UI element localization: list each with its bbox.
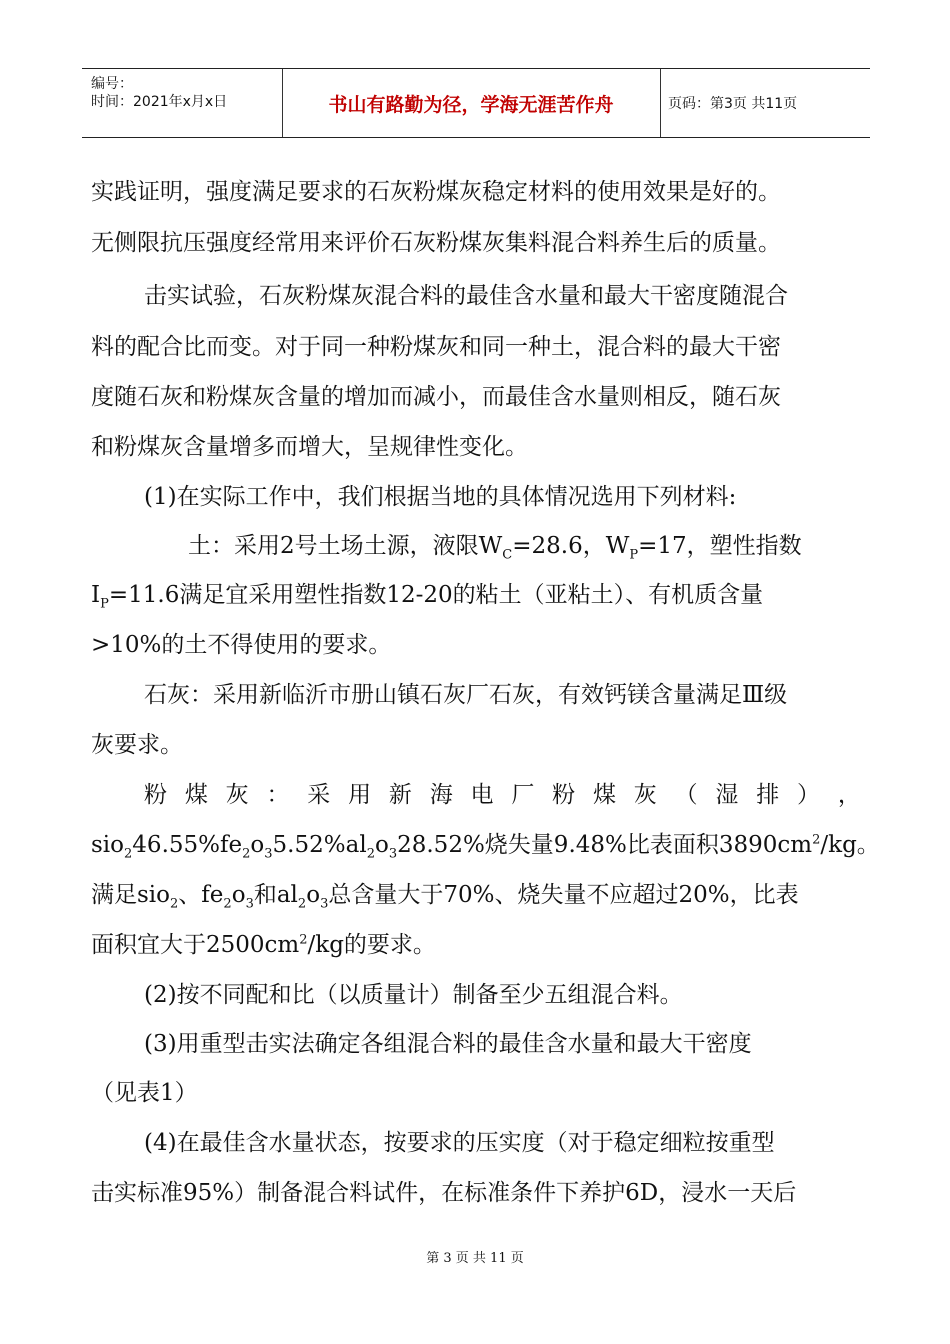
subscript: 2 bbox=[223, 896, 232, 912]
justified-char: ） bbox=[797, 782, 820, 808]
subscript: C bbox=[502, 547, 513, 563]
fly-ash-heading-line bbox=[144, 780, 861, 810]
subscript: 2 bbox=[366, 846, 375, 862]
text-run: /kg的要求。 bbox=[307, 932, 436, 958]
text-run: =17，塑性指数 bbox=[638, 533, 802, 559]
text-run: 28.52%烧失量9.48%比表面积3890cm bbox=[397, 832, 813, 858]
soil-line bbox=[188, 531, 861, 561]
text-run: o bbox=[250, 832, 265, 858]
page-footer: 第 3 页 共 11 页 bbox=[426, 1251, 524, 1266]
subscript: 2 bbox=[170, 896, 179, 912]
text-run: sio bbox=[91, 832, 125, 858]
justified-char: 粉 bbox=[552, 782, 576, 808]
paragraph-line: (1)在实际工作中，我们根据当地的具体情况选用下列材料: bbox=[144, 484, 737, 510]
justified-char: 电 bbox=[470, 782, 494, 808]
superscript: 2 bbox=[812, 832, 821, 848]
paragraph-line: (4)在最佳含水量状态，按要求的压实度（对于稳定细粒按重型 bbox=[144, 1130, 775, 1156]
text-run: 和al bbox=[253, 882, 298, 908]
text-run: 面积宜大于2500cm bbox=[91, 932, 300, 958]
paragraph-line: >10%的土不得使用的要求。 bbox=[91, 632, 392, 658]
paragraph-line: 料的配合比而变。对于同一种粉煤灰和同一种土，混合料的最大干密 bbox=[91, 334, 781, 360]
subscript: 3 bbox=[264, 846, 273, 862]
paragraph-line: 石灰：采用新临沂市册山镇石灰厂石灰，有效钙镁含量满足Ⅲ级 bbox=[144, 682, 788, 708]
document-header bbox=[82, 68, 870, 138]
justified-char: 湿 bbox=[715, 782, 739, 808]
justified-char: 新 bbox=[388, 782, 412, 808]
justified-char: 粉 bbox=[144, 782, 167, 808]
justified-char: ， bbox=[837, 782, 861, 808]
text-run: =11.6满足宜采用塑性指数12-20的粘土（亚粘土）、有机质含量 bbox=[108, 582, 764, 608]
text-run: I bbox=[91, 582, 101, 608]
fly-ash-composition-line bbox=[91, 830, 880, 862]
justified-char: 排 bbox=[756, 782, 780, 808]
text-run: /kg。 bbox=[820, 832, 880, 858]
doc-number-label: 编号： bbox=[91, 76, 133, 92]
justified-char: 采 bbox=[307, 782, 331, 808]
text-run: 5.52%al bbox=[272, 832, 367, 858]
paragraph-line: 灰要求。 bbox=[91, 732, 183, 758]
paragraph-line: 击实试验，石灰粉煤灰混合料的最佳含水量和最大干密度随混合 bbox=[144, 283, 788, 309]
paragraph-line: （见表1） bbox=[91, 1080, 198, 1106]
justified-char: 煤 bbox=[592, 782, 616, 808]
doc-time-label: 时间：2021年x月x日 bbox=[91, 94, 228, 110]
paragraph-line: 度随石灰和粉煤灰含量的增加而减小，而最佳含水量则相反，随石灰 bbox=[91, 384, 781, 410]
subscript: P bbox=[100, 596, 109, 612]
header-page-label: 页码：第3页 共11页 bbox=[668, 96, 798, 112]
text-run: =28.6，W bbox=[512, 533, 630, 559]
subscript: 3 bbox=[245, 896, 254, 912]
paragraph-line: 实践证明，强度满足要求的石灰粉煤灰稳定材料的使用效果是好的。 bbox=[91, 179, 781, 205]
text-run: 、fe bbox=[178, 882, 224, 908]
paragraph-line: 无侧限抗压强度经常用来评价石灰粉煤灰集料混合料养生后的质量。 bbox=[91, 230, 781, 256]
paragraph-line: 击实标准95%）制备混合料试件，在标准条件下养护6D，浸水一天后 bbox=[91, 1180, 797, 1206]
fly-ash-requirement-line bbox=[91, 880, 861, 910]
justified-char: 海 bbox=[429, 782, 453, 808]
subscript: 2 bbox=[297, 896, 307, 912]
subscript: 2 bbox=[124, 846, 133, 862]
subscript: 2 bbox=[242, 846, 251, 862]
subscript: P bbox=[629, 547, 639, 563]
justified-char: 用 bbox=[348, 782, 372, 808]
subscript: 3 bbox=[320, 896, 329, 912]
justified-char: （ bbox=[674, 782, 698, 808]
text-run: 46.55%fe bbox=[132, 832, 243, 858]
justified-char: 灰 bbox=[225, 782, 249, 808]
fly-ash-requirement-line bbox=[91, 930, 861, 960]
text-run: o bbox=[231, 882, 246, 908]
soil-line bbox=[91, 580, 861, 610]
header-motto: 书山有路勤为径，学海无涯苦作舟 bbox=[282, 69, 661, 137]
justified-char: 煤 bbox=[184, 782, 208, 808]
justified-char: 灰 bbox=[633, 782, 657, 808]
justified-char: 厂 bbox=[511, 782, 535, 808]
text-run: 土：采用2号土场土源，液限W bbox=[188, 533, 503, 559]
paragraph-line: 和粉煤灰含量增多而增大，呈规律性变化。 bbox=[91, 434, 528, 460]
subscript: 3 bbox=[388, 846, 398, 862]
paragraph-line: (3)用重型击实法确定各组混合料的最佳含水量和最大干密度 bbox=[144, 1031, 752, 1057]
text-run: 总含量大于70%、烧失量不应超过20%，比表 bbox=[328, 882, 799, 908]
text-run: o bbox=[306, 882, 321, 908]
text-run: o bbox=[374, 832, 389, 858]
justified-char: ： bbox=[266, 782, 290, 808]
text-run: 满足sio bbox=[91, 882, 171, 908]
superscript: 2 bbox=[299, 932, 308, 948]
header-info-cell bbox=[82, 69, 283, 137]
paragraph-line: (2)按不同配和比（以质量计）制备至少五组混合料。 bbox=[144, 982, 683, 1008]
